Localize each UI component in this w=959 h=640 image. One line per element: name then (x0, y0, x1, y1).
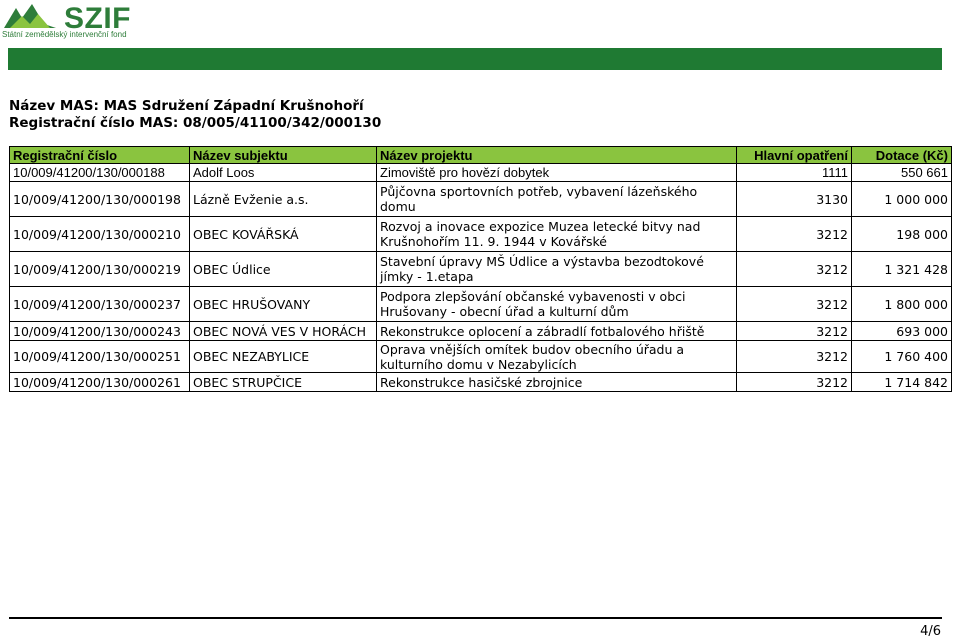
cell-project: Podpora zlepšování občanské vybavenosti v obci Hrušovany - obecní úřad a kulturní dům (377, 287, 737, 322)
table-row (10, 217, 952, 252)
cell-project: Oprava vnějších omítek budov obecního úřadu a kulturního domu v Nezabylicích (377, 341, 737, 373)
cell-reg: 10/009/41200/130/000261 (10, 373, 190, 392)
cell-measure: 3212 (737, 252, 852, 287)
cell-project: Zimoviště pro hovězí dobytek (377, 164, 737, 182)
szif-emblem-icon (2, 2, 58, 32)
mas-registration: Registrační číslo MAS: 08/005/41100/342/000130 (9, 115, 382, 131)
cell-subsidy: 693 000 (852, 322, 952, 341)
cell-project: Rekonstrukce hasičské zbrojnice (377, 373, 737, 392)
mas-name: Název MAS: MAS Sdružení Západní Krušnohoří (9, 98, 364, 114)
cell-subject: OBEC NOVÁ VES V HORÁCH (190, 322, 377, 341)
cell-project: Rekonstrukce oplocení a zábradlí fotbalového hřiště (377, 322, 737, 341)
cell-subsidy: 550 661 (852, 164, 952, 182)
table-header-row (10, 147, 952, 164)
table-row (10, 252, 952, 287)
cell-subject: Adolf Loos (190, 164, 377, 182)
cell-reg: 10/009/41200/130/000237 (10, 287, 190, 322)
footer-divider (9, 617, 942, 619)
col-header-project: Název projektu (377, 147, 737, 164)
cell-measure: 3212 (737, 341, 852, 373)
cell-subsidy: 1 321 428 (852, 252, 952, 287)
table-row (10, 322, 952, 341)
cell-subject: OBEC HRUŠOVANY (190, 287, 377, 322)
cell-project: Stavební úpravy MŠ Údlice a výstavba bezodtokové jímky - 1.etapa (377, 252, 737, 287)
cell-subsidy: 1 800 000 (852, 287, 952, 322)
cell-measure: 3212 (737, 373, 852, 392)
cell-subsidy: 1 000 000 (852, 182, 952, 217)
cell-subject: OBEC KOVÁŘSKÁ (190, 217, 377, 252)
col-header-subject: Název subjektu (190, 147, 377, 164)
szif-logo (2, 2, 152, 42)
cell-subsidy: 1 760 400 (852, 341, 952, 373)
table-row (10, 182, 952, 217)
cell-reg: 10/009/41200/130/000251 (10, 341, 190, 373)
cell-subsidy: 198 000 (852, 217, 952, 252)
cell-project: Půjčovna sportovních potřeb, vybavení lázeňského domu (377, 182, 737, 217)
cell-measure: 1111 (737, 164, 852, 182)
header-bar (8, 48, 942, 70)
table-row (10, 287, 952, 322)
table-row (10, 164, 952, 182)
table-row (10, 341, 952, 373)
cell-measure: 3212 (737, 322, 852, 341)
table-row (10, 373, 952, 392)
cell-subsidy: 1 714 842 (852, 373, 952, 392)
mas-info (9, 98, 381, 132)
projects-table (9, 146, 952, 392)
cell-project: Rozvoj a inovace expozice Muzea letecké bitvy nad Krušnohořím 11. 9. 1944 v Kovářské (377, 217, 737, 252)
cell-subject: Lázně Evženie a.s. (190, 182, 377, 217)
cell-measure: 3212 (737, 217, 852, 252)
cell-subject: OBEC Údlice (190, 252, 377, 287)
cell-reg: 10/009/41200/130/000188 (10, 164, 190, 182)
cell-subject: OBEC STRUPČICE (190, 373, 377, 392)
cell-measure: 3130 (737, 182, 852, 217)
col-header-reg: Registrační číslo (10, 147, 190, 164)
cell-measure: 3212 (737, 287, 852, 322)
logo-subtitle: Státní zemědělský intervenční fond (2, 30, 127, 39)
col-header-subsidy: Dotace (Kč) (852, 147, 952, 164)
logo-name: SZIF (64, 2, 131, 35)
cell-reg: 10/009/41200/130/000243 (10, 322, 190, 341)
cell-subject: OBEC NEZABYLICE (190, 341, 377, 373)
cell-reg: 10/009/41200/130/000210 (10, 217, 190, 252)
page-number: 4/6 (920, 624, 941, 639)
col-header-measure: Hlavní opatření (737, 147, 852, 164)
cell-reg: 10/009/41200/130/000219 (10, 252, 190, 287)
cell-reg: 10/009/41200/130/000198 (10, 182, 190, 217)
